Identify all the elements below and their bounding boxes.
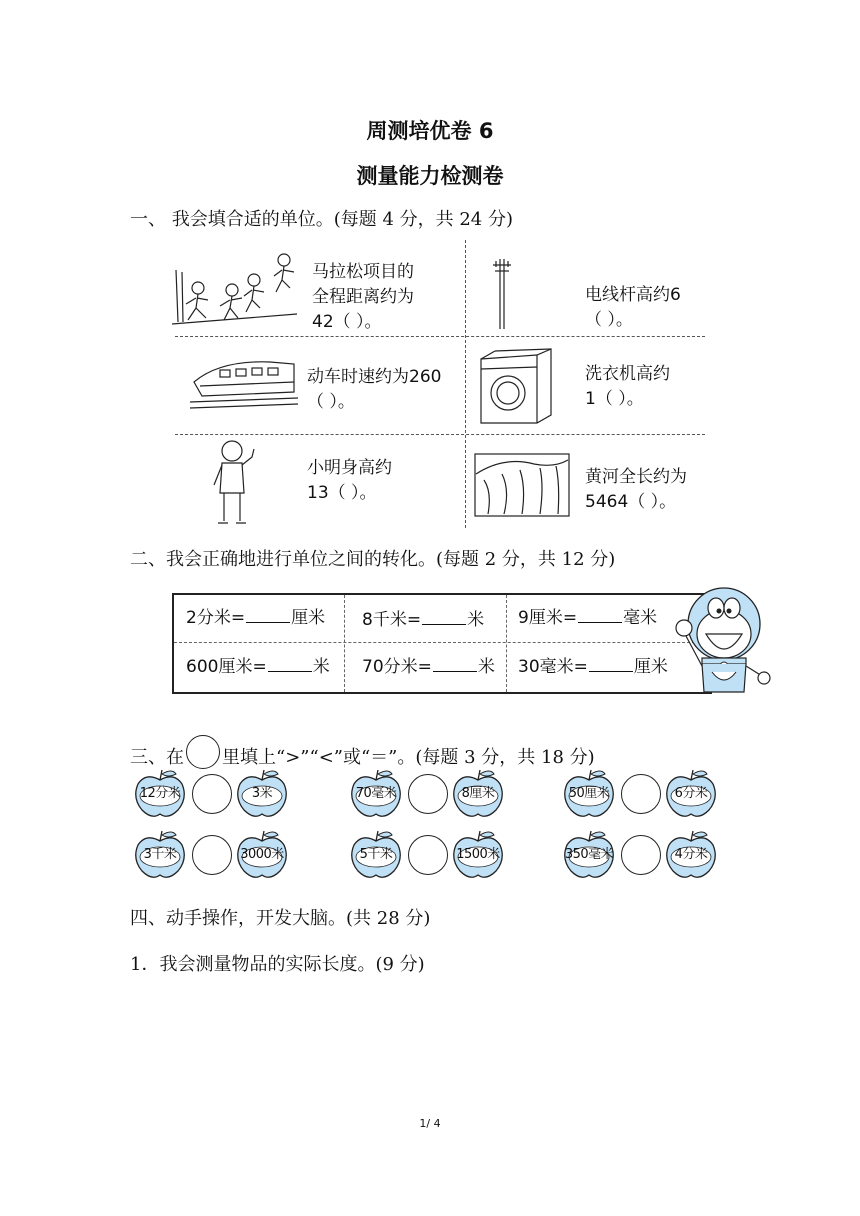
conversion-unit: 米 xyxy=(477,657,495,677)
conversion-left: 2分米= xyxy=(186,608,246,628)
item-pole-line2: （ ）。 xyxy=(585,310,633,330)
item-marathon-line2: 全程距离约为 xyxy=(312,287,414,307)
robot-cat-mascot-image xyxy=(672,584,772,702)
page-number: 1/ 4 xyxy=(419,1117,441,1130)
conversion-col-divider-1 xyxy=(344,595,345,692)
question-1: 1．我会测量物品的实际长度。(9 分) xyxy=(130,954,425,975)
item-height-line2: 13（ ）。 xyxy=(307,483,377,503)
grid-divider-vertical xyxy=(465,240,466,528)
apple-left-label: 70毫米 xyxy=(355,786,397,801)
apple-right xyxy=(665,829,717,879)
bullet-train-image xyxy=(190,352,298,414)
conversion-unit: 米 xyxy=(312,657,330,677)
item-washer-line1: 洗衣机高约 xyxy=(585,364,670,384)
section3-heading-suffix: 里填上“>”“<”或“＝”。(每题 3 分，共 18 分) xyxy=(222,747,595,768)
conversion-cell xyxy=(518,655,668,680)
conversion-col-divider-2 xyxy=(506,595,507,692)
apple-right xyxy=(665,768,717,818)
washing-machine-image xyxy=(475,345,555,429)
conversion-cell xyxy=(362,655,495,680)
boy-image xyxy=(208,437,260,527)
conversion-unit: 米 xyxy=(467,610,485,630)
apple-left-label: 5千米 xyxy=(359,847,393,862)
apple-right-label: 1500米 xyxy=(456,847,500,862)
conversion-cell xyxy=(518,606,657,631)
section3-heading xyxy=(130,735,595,769)
item-train-line1: 动车时速约为260 xyxy=(307,367,442,387)
circle-symbol-icon xyxy=(186,735,220,769)
apple-right xyxy=(236,829,288,879)
compare-answer-circle[interactable] xyxy=(621,774,661,814)
apple-left-label: 12分米 xyxy=(139,786,181,801)
answer-blank[interactable] xyxy=(433,657,477,672)
apple-left xyxy=(350,829,402,879)
section2-heading: 二、我会正确地进行单位之间的转化。(每题 2 分，共 12 分) xyxy=(130,549,616,570)
section1-heading: 一、 我会填合适的单位。(每题 4 分，共 24 分) xyxy=(130,209,514,230)
conversion-cell xyxy=(186,655,330,680)
conversion-unit: 毫米 xyxy=(623,608,658,628)
section3-heading-prefix: 三、在 xyxy=(130,747,184,768)
compare-answer-circle[interactable] xyxy=(192,774,232,814)
item-height-line1: 小明身高约 xyxy=(307,458,392,478)
conversion-left: 70分米= xyxy=(362,657,432,677)
apple-left-label: 50厘米 xyxy=(568,786,610,801)
conversion-unit: 厘米 xyxy=(291,608,326,628)
apple-left xyxy=(134,768,186,818)
apple-left xyxy=(563,829,615,879)
apple-left-label: 3千米 xyxy=(143,847,177,862)
conversion-left: 600厘米= xyxy=(186,657,267,677)
conversion-cell xyxy=(186,606,325,631)
conversion-left: 9厘米= xyxy=(518,608,578,628)
answer-blank[interactable] xyxy=(578,608,622,623)
item-marathon-line3: 42（ ）。 xyxy=(312,312,382,332)
conversion-cell xyxy=(362,608,484,633)
conversion-row-divider xyxy=(174,642,710,643)
compare-answer-circle[interactable] xyxy=(408,835,448,875)
conversion-left: 8千米= xyxy=(362,610,422,630)
apple-right-label: 4分米 xyxy=(674,847,708,862)
yellow-river-image xyxy=(474,450,570,520)
apple-right xyxy=(452,829,504,879)
apple-right xyxy=(452,768,504,818)
item-river-line1: 黄河全长约为 xyxy=(585,467,687,487)
apple-left xyxy=(350,768,402,818)
item-pole xyxy=(585,283,681,333)
apple-right-label: 3米 xyxy=(251,786,273,801)
item-washer xyxy=(585,362,670,412)
item-marathon xyxy=(312,260,414,335)
apple-right xyxy=(236,768,288,818)
conversion-unit: 厘米 xyxy=(633,657,668,677)
section4-heading: 四、动手操作，开发大脑。(共 28 分) xyxy=(130,908,431,929)
grid-divider-horizontal-2 xyxy=(175,434,705,435)
grid-divider-horizontal-1 xyxy=(175,336,705,337)
item-train xyxy=(307,365,441,415)
conversion-left: 30毫米= xyxy=(518,657,588,677)
apple-right-label: 8厘米 xyxy=(461,786,495,801)
compare-answer-circle[interactable] xyxy=(408,774,448,814)
apple-left xyxy=(134,829,186,879)
apple-right-label: 6分米 xyxy=(674,786,708,801)
page-subtitle: 测量能力检测卷 xyxy=(356,164,504,188)
marathon-runners-image xyxy=(172,250,297,328)
conversion-table xyxy=(172,593,712,694)
compare-answer-circle[interactable] xyxy=(192,835,232,875)
answer-blank[interactable] xyxy=(589,657,633,672)
item-train-line2: （ ）。 xyxy=(307,392,355,412)
apple-right-label: 3000米 xyxy=(240,847,284,862)
answer-blank[interactable] xyxy=(268,657,312,672)
item-river xyxy=(585,465,687,515)
compare-answer-circle[interactable] xyxy=(621,835,661,875)
page-title: 周测培优卷 6 xyxy=(366,119,494,143)
item-marathon-line1: 马拉松项目的 xyxy=(312,262,414,282)
item-river-line2: 5464（ ）。 xyxy=(585,492,677,512)
utility-pole-image xyxy=(490,253,514,331)
answer-blank[interactable] xyxy=(246,608,290,623)
item-height xyxy=(307,456,392,506)
apple-left-label: 350毫米 xyxy=(564,847,614,862)
apple-left xyxy=(563,768,615,818)
answer-blank[interactable] xyxy=(422,610,466,625)
item-pole-line1: 电线杆高约6 xyxy=(585,285,681,305)
item-washer-line2: 1（ ）。 xyxy=(585,389,644,409)
